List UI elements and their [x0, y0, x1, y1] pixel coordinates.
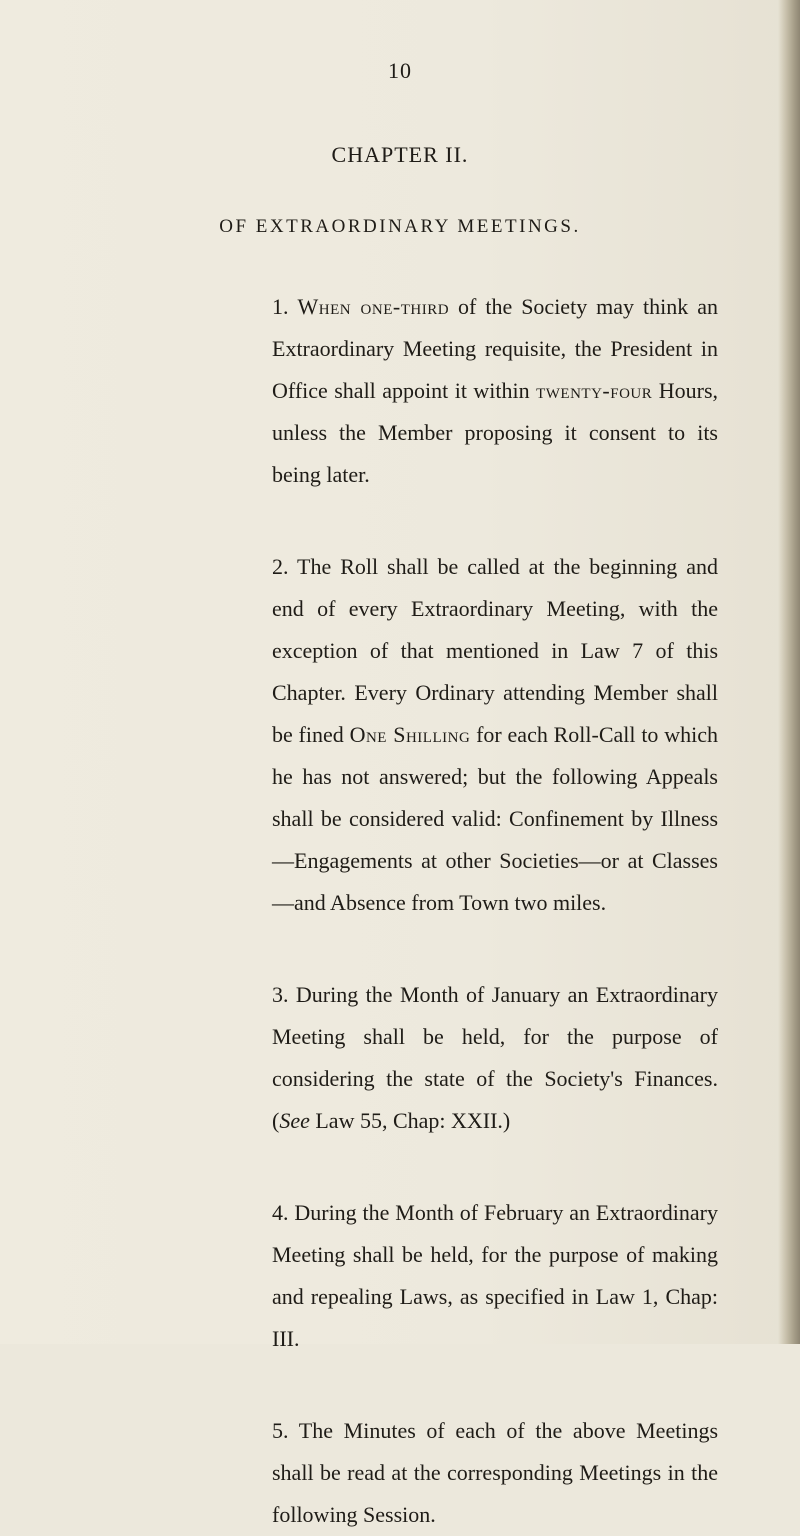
paragraph-number: 1.	[272, 294, 289, 319]
paragraph-emphasis: twenty-four	[536, 378, 653, 403]
paragraph-text: The Roll shall be called at the beginning and end of every Extraordinary Meeting, with the exception of that mentioned in Law 7 of this Chapter. Every Ordinary attending Member shall be fined	[272, 554, 718, 747]
paragraph-text: for each Roll-Call to which he has not answered; but the following Appeals shall be considered valid: Confinement by Illness—Engagements at other Societies—or at Classes—and Absence from Town two miles.	[272, 722, 718, 915]
paragraph-text: The Minutes of each of the above Meetings shall be read at the corresponding Meetings in the following Session.	[272, 1418, 719, 1527]
section-title: OF EXTRAORDINARY MEETINGS.	[219, 216, 581, 237]
chapter-title: CHAPTER II.	[331, 142, 469, 167]
body-text	[248, 286, 718, 1536]
paragraph-number: 2.	[272, 554, 289, 579]
paragraph-4	[248, 1192, 718, 1360]
paragraph-5	[248, 1410, 718, 1536]
paragraph-3	[248, 974, 718, 1142]
paragraph-text: During the Month of January an Extraordinary Meeting shall be held, for the purpose of considering the state of the Society's Finances. (	[272, 982, 718, 1133]
paragraph-1	[248, 286, 718, 496]
paragraph-2	[248, 546, 718, 924]
paragraph-text: During the Month of February an Extraordinary Meeting shall be held, for the purpose of making and repealing Laws, as specified in Law 1, Chap: III.	[272, 1200, 719, 1351]
paragraph-number: 5.	[272, 1418, 289, 1443]
page-number: 10	[388, 58, 412, 83]
paragraph-text: Hours, unless the Member proposing it consent to its being later.	[272, 378, 719, 487]
paragraph-text: Law 55, Chap: XXII.)	[315, 1108, 511, 1133]
paragraph-number: 3.	[272, 982, 289, 1007]
paragraph-text: of the Society may think an Extraordinary Meeting requisite, the President in Office shall appoint it within	[272, 294, 719, 403]
paragraph-number: 4.	[272, 1200, 289, 1225]
paragraph-emphasis: One Shilling	[349, 722, 471, 747]
page-edge-shadow	[778, 0, 800, 1344]
paragraph-emphasis: See	[279, 1108, 310, 1133]
paragraph-opening: When one-third	[297, 294, 450, 319]
